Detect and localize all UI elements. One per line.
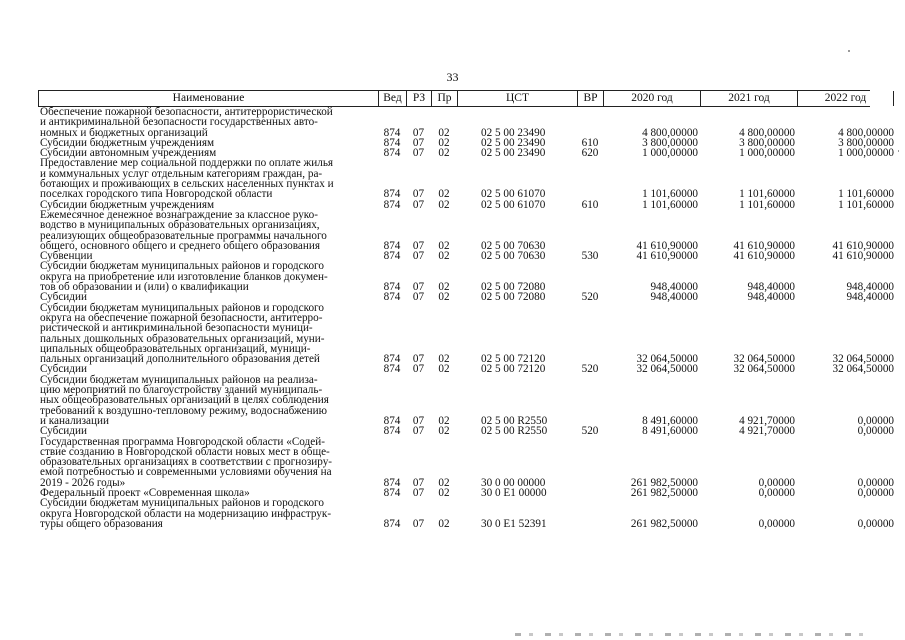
row-pr: 02 — [438, 425, 450, 438]
row-ved: 874 — [383, 486, 401, 499]
row-2022: 948,40000 — [846, 281, 894, 294]
row-cst: 02 5 00 61070 — [481, 198, 546, 211]
row-name: Субсидии — [40, 291, 87, 304]
row-name: Субсидии бюджетам муниципальных районов на реализа- цию мероприятий по благоустройству зданий муниципаль- ных общеобразовательных организаций в целях соблюдения требований к воздушно-тепловому режиму, водоснабжению и канализации — [40, 373, 329, 427]
row-rz: 07 — [412, 486, 425, 499]
row-rz: 07 — [412, 517, 425, 530]
row-ved: 874 — [383, 425, 401, 438]
row-2020: 4 800,00000 — [642, 126, 698, 139]
row-2020: 1 101,60000 — [642, 198, 698, 211]
table-row — [38, 301, 894, 366]
row-pr: 02 — [438, 291, 450, 304]
row-pr: 02 — [438, 147, 450, 160]
header-pr: Пр — [431, 91, 457, 106]
row-2021: 3 800,00000 — [739, 136, 795, 149]
row-2022: 3 800,00000 — [838, 136, 894, 149]
row-2021: 948,40000 — [747, 281, 795, 294]
header-2022: 2022 год — [797, 91, 894, 106]
row-2021: 1 101,60000 — [739, 198, 795, 211]
row-cst: 02 5 00 72080 — [481, 291, 546, 304]
row-name: Субвенции — [40, 250, 93, 263]
row-pr: 02 — [438, 486, 450, 499]
row-2022: 1 000,00000 — [838, 147, 894, 160]
table-row — [38, 497, 894, 530]
scan-mark — [848, 50, 850, 52]
row-2020: 948,40000 — [650, 281, 698, 294]
row-ved: 874 — [383, 476, 401, 489]
row-vr: 620 — [581, 147, 599, 160]
row-2022: 32 064,50000 — [832, 363, 894, 376]
row-name: Федеральный проект «Современная школа» — [40, 486, 250, 499]
row-cst: 02 5 00 72080 — [481, 281, 546, 294]
row-cst: 02 5 00 R2550 — [481, 425, 548, 438]
row-2021: 4 800,00000 — [739, 126, 795, 139]
row-ved: 874 — [383, 281, 401, 294]
row-2022: 0,00000 — [857, 517, 894, 530]
row-name: Субсидии бюджетам муниципальных районов и городского округа Новгородской области на модернизацию инфраструк- туры общего образования — [40, 497, 332, 530]
row-pr: 02 — [438, 250, 450, 263]
row-vr: 520 — [581, 363, 599, 376]
row-rz: 07 — [412, 414, 425, 427]
row-cst: 02 5 00 70630 — [481, 239, 546, 252]
row-2022: 0,00000 — [857, 414, 894, 427]
header-2020: 2020 год — [603, 91, 700, 106]
row-name: Субсидии бюджетным учреждениям — [40, 136, 215, 149]
table-header — [38, 90, 870, 107]
row-ved: 874 — [383, 147, 401, 160]
row-2021: 32 064,50000 — [733, 363, 795, 376]
row-2022: 0,00000 — [857, 476, 894, 489]
row-2020: 41 610,90000 — [636, 239, 698, 252]
row-vr: 530 — [581, 250, 599, 263]
row-pr: 02 — [438, 363, 450, 376]
row-pr: 02 — [438, 239, 450, 252]
row-ved: 874 — [383, 239, 401, 252]
row-pr: 02 — [438, 188, 450, 201]
row-cst: 02 5 00 23490 — [481, 147, 546, 160]
row-rz: 07 — [412, 353, 425, 366]
row-2020: 1 101,60000 — [642, 188, 698, 201]
row-ved: 874 — [383, 126, 401, 139]
row-2022: 32 064,50000 — [832, 353, 894, 366]
row-ved: 874 — [383, 517, 401, 530]
row-2020: 261 982,50000 — [630, 476, 698, 489]
row-2020: 261 982,50000 — [630, 486, 698, 499]
row-2020: 32 064,50000 — [636, 363, 698, 376]
row-name: Обеспечение пожарной безопасности, антитеррористической и антикриминальной безопасности государственных авто- номных и бюджетных организаций — [40, 106, 333, 139]
row-2021: 1 000,00000 — [739, 147, 795, 160]
row-2021: 4 921,70000 — [739, 414, 795, 427]
row-rz: 07 — [412, 363, 425, 376]
row-2020: 8 491,60000 — [642, 425, 698, 438]
row-rz: 07 — [412, 136, 425, 149]
row-2020: 8 491,60000 — [642, 414, 698, 427]
row-ved: 874 — [383, 363, 401, 376]
row-rz: 07 — [412, 188, 425, 201]
row-2020: 41 610,90000 — [636, 250, 698, 263]
row-pr: 02 — [438, 281, 450, 294]
row-cst: 30 0 E1 00000 — [481, 486, 547, 499]
row-2021: 4 921,70000 — [739, 425, 795, 438]
row-2021: 948,40000 — [747, 291, 795, 304]
row-ved: 874 — [383, 414, 401, 427]
table-row — [38, 435, 894, 489]
row-ved: 874 — [383, 353, 401, 366]
row-cst: 30 0 00 00000 — [481, 476, 546, 489]
page-number: 33 — [446, 70, 459, 84]
row-2021: 1 101,60000 — [739, 188, 795, 201]
row-2022: 1 101,60000 — [838, 198, 894, 211]
row-rz: 07 — [412, 126, 425, 139]
row-cst: 02 5 00 72120 — [481, 353, 546, 366]
row-2020: 1 000,00000 — [642, 147, 698, 160]
table-row — [38, 106, 894, 139]
row-cst: 30 0 E1 52391 — [481, 517, 547, 530]
header-2021: 2021 год — [700, 91, 797, 106]
header-name: Наименование — [38, 91, 378, 106]
row-2021: 0,00000 — [758, 486, 795, 499]
row-pr: 02 — [438, 517, 450, 530]
header-rz: РЗ — [406, 91, 431, 106]
row-rz: 07 — [412, 250, 425, 263]
header-cst: ЦСТ — [457, 91, 577, 106]
row-pr: 02 — [438, 198, 450, 211]
row-name: Субсидии бюджетам муниципальных районов и городского округа на обеспечение пожарной безопасности, антитерро- ристической и антикриминальной безопасности муници- пальных дошкольных образовательных организаций, муни- ципальных общеобразовательных организаций, муници- пальных организаций дополнительного образования детей — [40, 301, 325, 366]
row-name: Субсидии автономным учреждениям — [40, 147, 217, 160]
table-row — [38, 260, 894, 294]
row-2020: 948,40000 — [650, 291, 698, 304]
row-name: Ежемесячное денежное вознаграждение за классное руко- водство в муниципальных образовательных организациях, реализующих общеобразовательные программы начального общего, основного общего и среднего общего образования — [40, 208, 327, 252]
header-ved: Вед — [378, 91, 406, 106]
row-2021: 41 610,90000 — [733, 250, 795, 263]
row-2021: 0,00000 — [758, 476, 795, 489]
row-2020: 261 982,50000 — [630, 517, 698, 530]
row-pr: 02 — [438, 476, 450, 489]
row-rz: 07 — [412, 198, 425, 211]
row-cst: 02 5 00 61070 — [481, 188, 546, 201]
row-cst: 02 5 00 70630 — [481, 250, 546, 263]
row-2022: 0,00000 — [857, 486, 894, 499]
row-2022: 1 101,60000 — [838, 188, 894, 201]
row-vr: 610 — [581, 198, 599, 211]
row-ved: 874 — [383, 250, 401, 263]
row-rz: 07 — [412, 476, 425, 489]
table-row — [38, 208, 894, 252]
scan-mark — [898, 150, 899, 152]
row-2021: 0,00000 — [758, 517, 795, 530]
row-cst: 02 5 00 23490 — [481, 136, 546, 149]
table-body — [38, 106, 894, 530]
row-2022: 948,40000 — [846, 291, 894, 304]
row-name: Предоставление мер социальной поддержки по оплате жилья и коммунальных услуг отдельным категориям граждан, ра- ботающих и проживающих в сельских населенных пунктах и поселках городского типа Новгородской области — [40, 157, 334, 201]
row-2021: 41 610,90000 — [733, 239, 795, 252]
row-rz: 07 — [412, 239, 425, 252]
cropped-text-fragment — [515, 633, 875, 636]
row-2022: 0,00000 — [857, 425, 894, 438]
row-ved: 874 — [383, 136, 401, 149]
row-pr: 02 — [438, 136, 450, 149]
row-vr: 520 — [581, 291, 599, 304]
row-ved: 874 — [383, 198, 401, 211]
row-cst: 02 5 00 23490 — [481, 126, 546, 139]
row-2022: 4 800,00000 — [838, 126, 894, 139]
header-vr: ВР — [577, 91, 603, 106]
row-2020: 32 064,50000 — [636, 353, 698, 366]
row-cst: 02 5 00 72120 — [481, 363, 546, 376]
row-ved: 874 — [383, 291, 401, 304]
row-rz: 07 — [412, 291, 425, 304]
row-pr: 02 — [438, 126, 450, 139]
row-cst: 02 5 00 R2550 — [481, 414, 548, 427]
row-2021: 32 064,50000 — [733, 353, 795, 366]
row-pr: 02 — [438, 414, 450, 427]
row-rz: 07 — [412, 425, 425, 438]
row-2022: 41 610,90000 — [832, 239, 894, 252]
row-name: Государственная программа Новгородской области «Содей- ствие созданию в Новгородской области новых мест в обще- образовательных организациях в соответствии с прогнозиру- емой потребностью и современными условиями обучения на 2019 - 2026 годы» — [40, 435, 333, 489]
row-vr: 520 — [581, 425, 599, 438]
row-name: Субсидии — [40, 425, 87, 438]
row-2022: 41 610,90000 — [832, 250, 894, 263]
table-row — [38, 425, 894, 438]
row-rz: 07 — [412, 147, 425, 160]
row-pr: 02 — [438, 353, 450, 366]
table-row — [38, 157, 894, 201]
row-name: Субсидии — [40, 363, 87, 376]
row-vr: 610 — [581, 136, 599, 149]
row-2020: 3 800,00000 — [642, 136, 698, 149]
row-rz: 07 — [412, 281, 425, 294]
row-ved: 874 — [383, 188, 401, 201]
row-name: Субсидии бюджетным учреждениям — [40, 198, 215, 211]
budget-table — [38, 90, 894, 530]
table-row — [38, 373, 894, 427]
row-name: Субсидии бюджетам муниципальных районов и городского округа на приобретение или изготовление бланков докумен- тов об образовании и (или) о квалификации — [40, 260, 328, 294]
